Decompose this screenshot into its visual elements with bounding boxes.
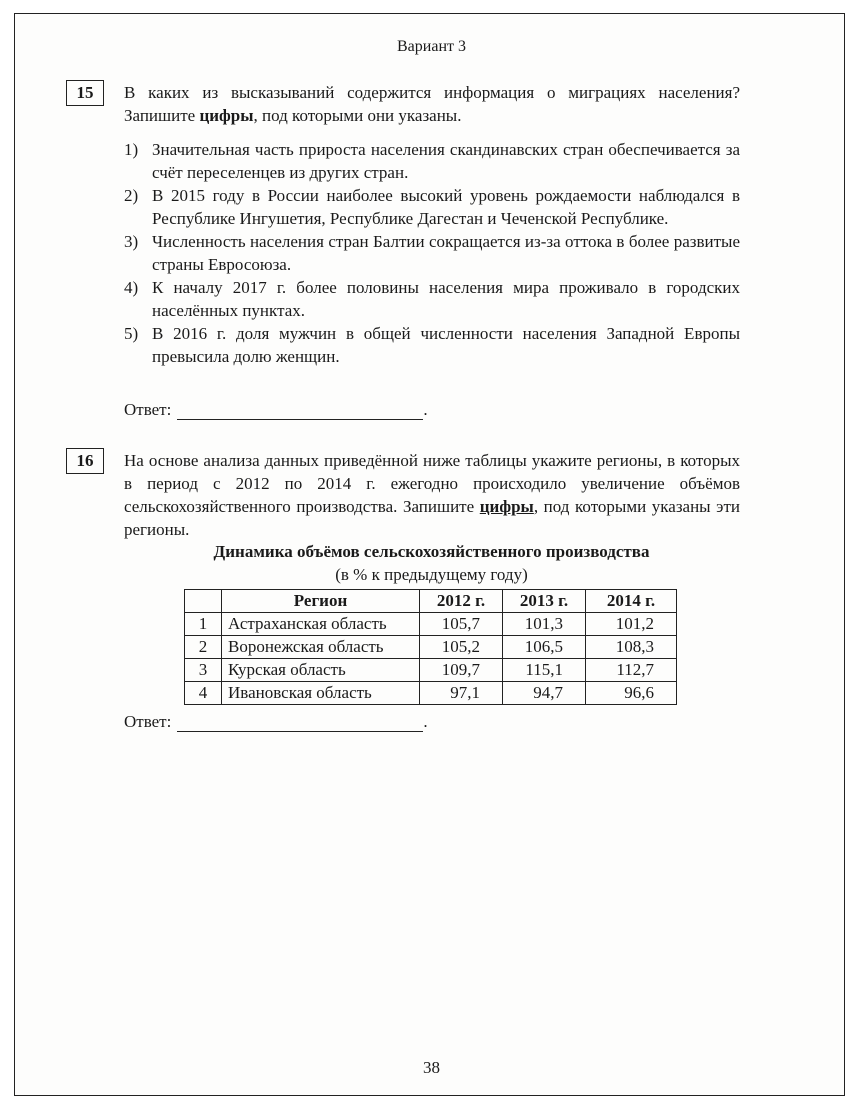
task-15-question-text-1: В каких из высказываний содержится информация о миграциях населения? Запишите [124,83,740,125]
option-text: К началу 2017 г. более половины населения мира проживало в городских населённых пунктах. [152,278,740,320]
cell-2014: 112,7 [586,659,677,682]
cell-2012: 97,1 [420,682,503,705]
cell-2012: 109,7 [420,659,503,682]
task-16-question-bold: цифры [479,497,534,516]
col-2012: 2012 г. [420,590,503,613]
option-text: Значительная часть прироста населения скандинавских стран обеспечивается за счёт переселенцев из других стран. [152,140,740,182]
answer-label: Ответ: [124,400,172,419]
cell-2012: 105,7 [420,613,503,636]
table-row [185,659,677,682]
cell-2012: 105,2 [420,636,503,659]
table-title: Динамика объёмов сельскохозяйственного производства [213,542,650,561]
task-15-answer [124,400,428,420]
option-number: 4) [124,278,139,297]
task-16-question-text-2: , под которыми указаны эти регионы. [124,497,741,539]
option-4 [124,276,740,322]
cell-index: 4 [185,682,222,705]
option-5 [124,322,740,368]
table-row [185,613,677,636]
cell-index: 3 [185,659,222,682]
col-index [185,590,222,613]
task-16-question-text-1: На основе анализа данных приведённой ниже таблицы укажите регионы, в которых в период с 2012 по 2014 г. ежегодно происходило увеличение объёмов сельскохозяйственного производства. Запишите [124,451,740,516]
col-2013: 2013 г. [503,590,586,613]
table-row [185,682,677,705]
col-2014: 2014 г. [586,590,677,613]
option-text: Численность населения стран Балтии сокращается из-за оттока в более развитые страны Евросоюза. [152,232,740,274]
task-15-question-bold: цифры [199,106,254,125]
cell-2013: 94,7 [503,682,586,705]
option-number: 1) [124,140,139,159]
task-16-question [124,449,740,541]
cell-region: Ивановская область [222,682,420,705]
cell-region: Астраханская область [222,613,420,636]
cell-index: 1 [185,613,222,636]
answer-label: Ответ: [124,712,172,731]
option-number: 5) [124,324,139,343]
option-3 [124,230,740,276]
cell-2014: 96,6 [586,682,677,705]
cell-2014: 101,2 [586,613,677,636]
task-16-answer [124,712,428,732]
cell-region: Курская область [222,659,420,682]
table-subtitle: (в % к предыдущему году) [335,565,528,584]
answer-end: . [423,400,428,419]
option-number: 3) [124,232,139,251]
table-row [185,636,677,659]
cell-region: Воронежская область [222,636,420,659]
task-15-question [124,81,740,127]
option-text: В 2015 году в России наиболее высокий уровень рождаемости наблюдался в Республике Ингушетия, Республике Дагестан и Чеченской Республике. [152,186,740,228]
cell-2013: 115,1 [503,659,586,682]
answer-line[interactable] [177,714,423,732]
col-region: Регион [222,590,420,613]
task-15-options [124,138,740,368]
option-text: В 2016 г. доля мужчин в общей численности населения Западной Европы превысила долю женщин. [152,324,740,366]
page-number: 38 [423,1058,440,1077]
task-16-number: 16 [66,448,104,474]
option-1 [124,138,740,184]
table-header-row [185,590,677,613]
cell-2013: 106,5 [503,636,586,659]
option-2 [124,184,740,230]
cell-2013: 101,3 [503,613,586,636]
answer-end: . [423,712,428,731]
cell-2014: 108,3 [586,636,677,659]
task-15-number: 15 [66,80,104,106]
answer-line[interactable] [177,402,423,420]
data-table [184,589,677,705]
variant-header: Вариант 3 [397,38,466,55]
cell-index: 2 [185,636,222,659]
option-number: 2) [124,186,139,205]
task-15-question-text-2: , под которыми они указаны. [253,106,462,125]
